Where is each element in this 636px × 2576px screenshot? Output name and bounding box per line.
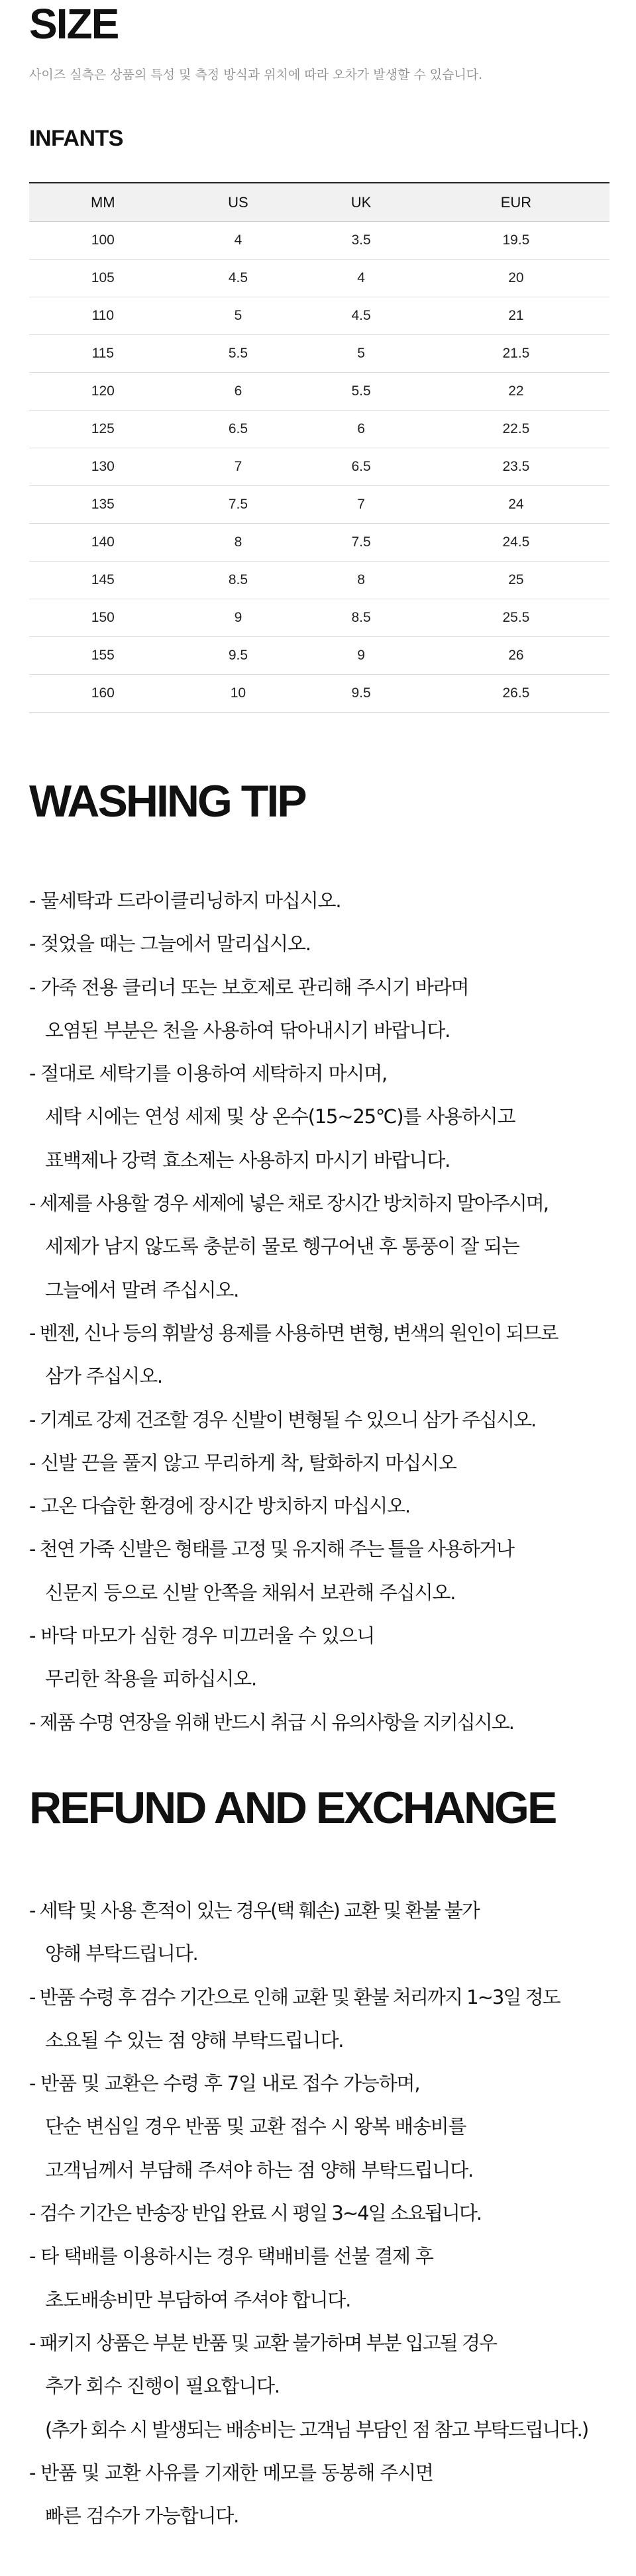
table-row bbox=[29, 222, 610, 260]
list-item: - 가죽 전용 클리너 또는 보호제로 관리해 주시기 바라며 bbox=[29, 975, 469, 999]
refund-exchange-title: REFUND AND EXCHANGE bbox=[29, 1783, 556, 1833]
list-item: - 제품 수명 연장을 위해 반드시 취급 시 유의사항을 지키십시오. bbox=[29, 1710, 513, 1734]
cell-eur: 21 bbox=[423, 297, 610, 335]
washing-tip-title: WASHING TIP bbox=[29, 776, 305, 826]
cell-mm: 160 bbox=[29, 675, 177, 713]
cell-us: 5 bbox=[177, 297, 300, 335]
cell-us: 8.5 bbox=[177, 562, 300, 599]
list-item: 단순 변심일 경우 반품 및 교환 접수 시 왕복 배송비를 bbox=[45, 2115, 466, 2138]
cell-mm: 115 bbox=[29, 335, 177, 373]
cell-uk: 8 bbox=[299, 562, 423, 599]
list-item: - 물세탁과 드라이클리닝하지 마십시오. bbox=[29, 889, 341, 912]
cell-uk: 7 bbox=[299, 486, 423, 524]
list-item: - 기계로 강제 건조할 경우 신발이 변형될 수 있으니 삼가 주십시오. bbox=[29, 1408, 536, 1431]
cell-us: 9.5 bbox=[177, 637, 300, 675]
cell-uk: 6.5 bbox=[299, 448, 423, 486]
cell-uk: 4.5 bbox=[299, 297, 423, 335]
list-item: 양해 부탁드립니다. bbox=[45, 1942, 198, 1965]
list-item: 오염된 부분은 천을 사용하여 닦아내시기 바랍니다. bbox=[45, 1018, 450, 1042]
cell-eur: 22.5 bbox=[423, 411, 610, 448]
cell-mm: 150 bbox=[29, 599, 177, 637]
list-item: - 반품 및 교환은 수령 후 7일 내로 접수 가능하며, bbox=[29, 2072, 420, 2095]
cell-uk: 7.5 bbox=[299, 524, 423, 562]
cell-uk: 3.5 bbox=[299, 222, 423, 260]
list-item: - 검수 기간은 반송장 반입 완료 시 평일 3~4일 소요됩니다. bbox=[29, 2202, 482, 2225]
list-item: 신문지 등으로 신발 안쪽을 채워서 보관해 주십시오. bbox=[45, 1581, 456, 1604]
cell-eur: 24 bbox=[423, 486, 610, 524]
table-row bbox=[29, 297, 610, 335]
cell-mm: 110 bbox=[29, 297, 177, 335]
list-item: - 젖었을 때는 그늘에서 말리십시오. bbox=[29, 932, 311, 956]
infants-label: INFANTS bbox=[29, 126, 123, 151]
table-row bbox=[29, 373, 610, 411]
cell-uk: 9.5 bbox=[299, 675, 423, 713]
cell-mm: 145 bbox=[29, 562, 177, 599]
cell-us: 7.5 bbox=[177, 486, 300, 524]
cell-uk: 5 bbox=[299, 335, 423, 373]
list-item: 고객님께서 부담해 주셔야 하는 점 양해 부탁드립니다. bbox=[45, 2158, 474, 2181]
refund-exchange-list bbox=[29, 1889, 625, 2538]
table-row bbox=[29, 675, 610, 713]
size-title: SIZE bbox=[29, 0, 119, 48]
cell-eur: 25 bbox=[423, 562, 610, 599]
cell-mm: 130 bbox=[29, 448, 177, 486]
list-item: - 벤젠, 신나 등의 휘발성 용제를 사용하면 변형, 변색의 원인이 되므로 bbox=[29, 1321, 558, 1344]
header-us: US bbox=[177, 183, 300, 222]
cell-mm: 155 bbox=[29, 637, 177, 675]
cell-us: 5.5 bbox=[177, 335, 300, 373]
list-item: 소요될 수 있는 점 양해 부탁드립니다. bbox=[45, 2028, 344, 2052]
list-item: - 고온 다습한 환경에 장시간 방치하지 마십시오. bbox=[29, 1495, 410, 1518]
cell-us: 8 bbox=[177, 524, 300, 562]
list-item: - 신발 끈을 풀지 않고 무리하게 착, 탈화하지 마십시오 bbox=[29, 1451, 456, 1474]
table-row bbox=[29, 411, 610, 448]
list-item: - 세탁 및 사용 흔적이 있는 경우(택 훼손) 교환 및 환불 불가 bbox=[29, 1899, 479, 1922]
list-item: - 세제를 사용할 경우 세제에 넣은 채로 장시간 방치하지 말아주시며, bbox=[29, 1192, 549, 1215]
list-item: 표백제나 강력 효소제는 사용하지 마시기 바랍니다. bbox=[45, 1148, 450, 1171]
table-row bbox=[29, 637, 610, 675]
list-item: - 타 택배를 이용하시는 경우 택배비를 선불 결제 후 bbox=[29, 2245, 433, 2268]
cell-mm: 140 bbox=[29, 524, 177, 562]
list-item: 무리한 착용을 피하십시오. bbox=[45, 1667, 257, 1691]
cell-us: 4 bbox=[177, 222, 300, 260]
cell-eur: 26 bbox=[423, 637, 610, 675]
cell-eur: 22 bbox=[423, 373, 610, 411]
cell-uk: 4 bbox=[299, 260, 423, 297]
header-mm: MM bbox=[29, 183, 177, 222]
size-table-body bbox=[29, 222, 610, 713]
size-table bbox=[29, 182, 610, 713]
cell-mm: 105 bbox=[29, 260, 177, 297]
table-row bbox=[29, 562, 610, 599]
cell-eur: 21.5 bbox=[423, 335, 610, 373]
cell-us: 6 bbox=[177, 373, 300, 411]
list-item: - 반품 수령 후 검수 기간으로 인해 교환 및 환불 처리까지 1~3일 정도 bbox=[29, 1985, 560, 2008]
table-row bbox=[29, 524, 610, 562]
size-note: 사이즈 실측은 상품의 특성 및 측정 방식과 위치에 따라 오차가 발생할 수 있습니다. bbox=[29, 68, 483, 82]
cell-us: 7 bbox=[177, 448, 300, 486]
cell-mm: 135 bbox=[29, 486, 177, 524]
cell-eur: 25.5 bbox=[423, 599, 610, 637]
list-item: (추가 회수 시 발생되는 배송비는 고객님 부담인 점 참고 부탁드립니다.) bbox=[45, 2418, 588, 2441]
list-item: - 절대로 세탁기를 이용하여 세탁하지 마시며, bbox=[29, 1062, 388, 1085]
cell-mm: 120 bbox=[29, 373, 177, 411]
table-row bbox=[29, 335, 610, 373]
list-item: 그늘에서 말려 주십시오. bbox=[45, 1278, 239, 1301]
header-eur: EUR bbox=[423, 183, 610, 222]
list-item: - 천연 가죽 신발은 형태를 고정 및 유지해 주는 틀을 사용하거나 bbox=[29, 1538, 513, 1561]
cell-uk: 5.5 bbox=[299, 373, 423, 411]
list-item: 초도배송비만 부담하여 주셔야 합니다. bbox=[45, 2288, 351, 2311]
table-row bbox=[29, 599, 610, 637]
washing-tip-list bbox=[29, 879, 625, 1744]
size-table-header-row bbox=[29, 183, 610, 222]
list-item: 세탁 시에는 연성 세제 및 상 온수(15~25℃)를 사용하시고 bbox=[45, 1105, 515, 1128]
cell-uk: 6 bbox=[299, 411, 423, 448]
list-item: 세제가 남지 않도록 충분히 물로 헹구어낸 후 통풍이 잘 되는 bbox=[45, 1235, 519, 1258]
cell-uk: 9 bbox=[299, 637, 423, 675]
cell-eur: 19.5 bbox=[423, 222, 610, 260]
list-item: 빠른 검수가 가능합니다. bbox=[45, 2504, 239, 2528]
list-item: 추가 회수 진행이 필요합니다. bbox=[45, 2375, 280, 2398]
list-item: - 반품 및 교환 사유를 기재한 메모를 동봉해 주시면 bbox=[29, 2461, 433, 2484]
list-item: 삼가 주십시오. bbox=[45, 1365, 162, 1388]
cell-us: 10 bbox=[177, 675, 300, 713]
cell-eur: 20 bbox=[423, 260, 610, 297]
cell-us: 6.5 bbox=[177, 411, 300, 448]
table-row bbox=[29, 448, 610, 486]
header-uk: UK bbox=[299, 183, 423, 222]
cell-mm: 125 bbox=[29, 411, 177, 448]
table-row bbox=[29, 486, 610, 524]
cell-eur: 24.5 bbox=[423, 524, 610, 562]
cell-us: 4.5 bbox=[177, 260, 300, 297]
cell-eur: 26.5 bbox=[423, 675, 610, 713]
cell-uk: 8.5 bbox=[299, 599, 423, 637]
cell-us: 9 bbox=[177, 599, 300, 637]
list-item: - 바닥 마모가 심한 경우 미끄러울 수 있으니 bbox=[29, 1624, 375, 1648]
cell-mm: 100 bbox=[29, 222, 177, 260]
cell-eur: 23.5 bbox=[423, 448, 610, 486]
list-item: - 패키지 상품은 부분 반품 및 교환 불가하며 부분 입고될 경우 bbox=[29, 2331, 496, 2354]
table-row bbox=[29, 260, 610, 297]
